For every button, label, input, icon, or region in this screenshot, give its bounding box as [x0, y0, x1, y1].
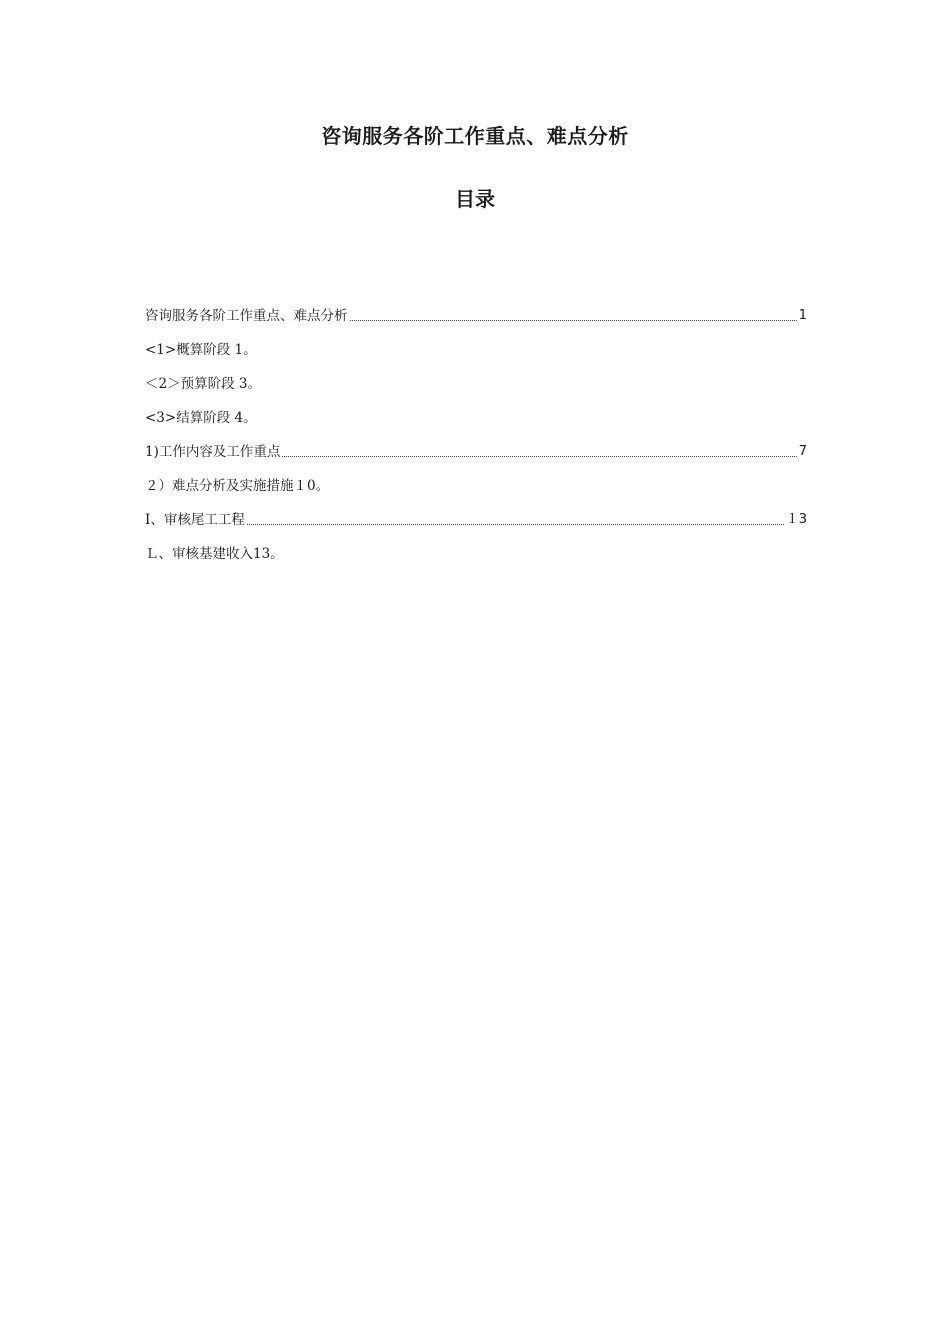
dot-leader: [247, 523, 784, 525]
toc-heading: 目录: [455, 187, 495, 211]
toc-entry-page: 1: [798, 308, 807, 323]
table-of-contents: [145, 306, 807, 578]
toc-entry-label: <1>概算阶段 1。: [145, 342, 257, 358]
toc-entry[interactable]: [145, 408, 807, 428]
toc-entry-label: I、审核尾工工程: [145, 512, 245, 528]
toc-entry[interactable]: [145, 374, 807, 394]
toc-entry-label: 咨询服务各阶工作重点、难点分析: [145, 308, 348, 324]
dot-leader: [282, 455, 796, 457]
toc-entry[interactable]: [145, 442, 807, 462]
toc-entry[interactable]: [145, 510, 807, 530]
toc-entry-label: ＜2＞预算阶段 3。: [145, 376, 261, 392]
toc-entry[interactable]: [145, 544, 807, 564]
toc-entry-page: 7: [798, 444, 807, 459]
dot-leader: [350, 319, 797, 321]
toc-entry-label: Ｌ、审核基建收入13。: [145, 546, 284, 562]
toc-entry-label: <3>结算阶段 4。: [145, 410, 257, 426]
toc-entry[interactable]: [145, 476, 807, 496]
toc-entry[interactable]: [145, 340, 807, 360]
toc-entry-page: １3: [785, 512, 807, 527]
document-title: 咨询服务各阶工作重点、难点分析: [321, 124, 629, 148]
toc-entry[interactable]: [145, 306, 807, 326]
toc-entry-label: 1)工作内容及工作重点: [145, 444, 281, 460]
toc-entry-label: ２）难点分析及实施措施１0。: [145, 478, 330, 494]
